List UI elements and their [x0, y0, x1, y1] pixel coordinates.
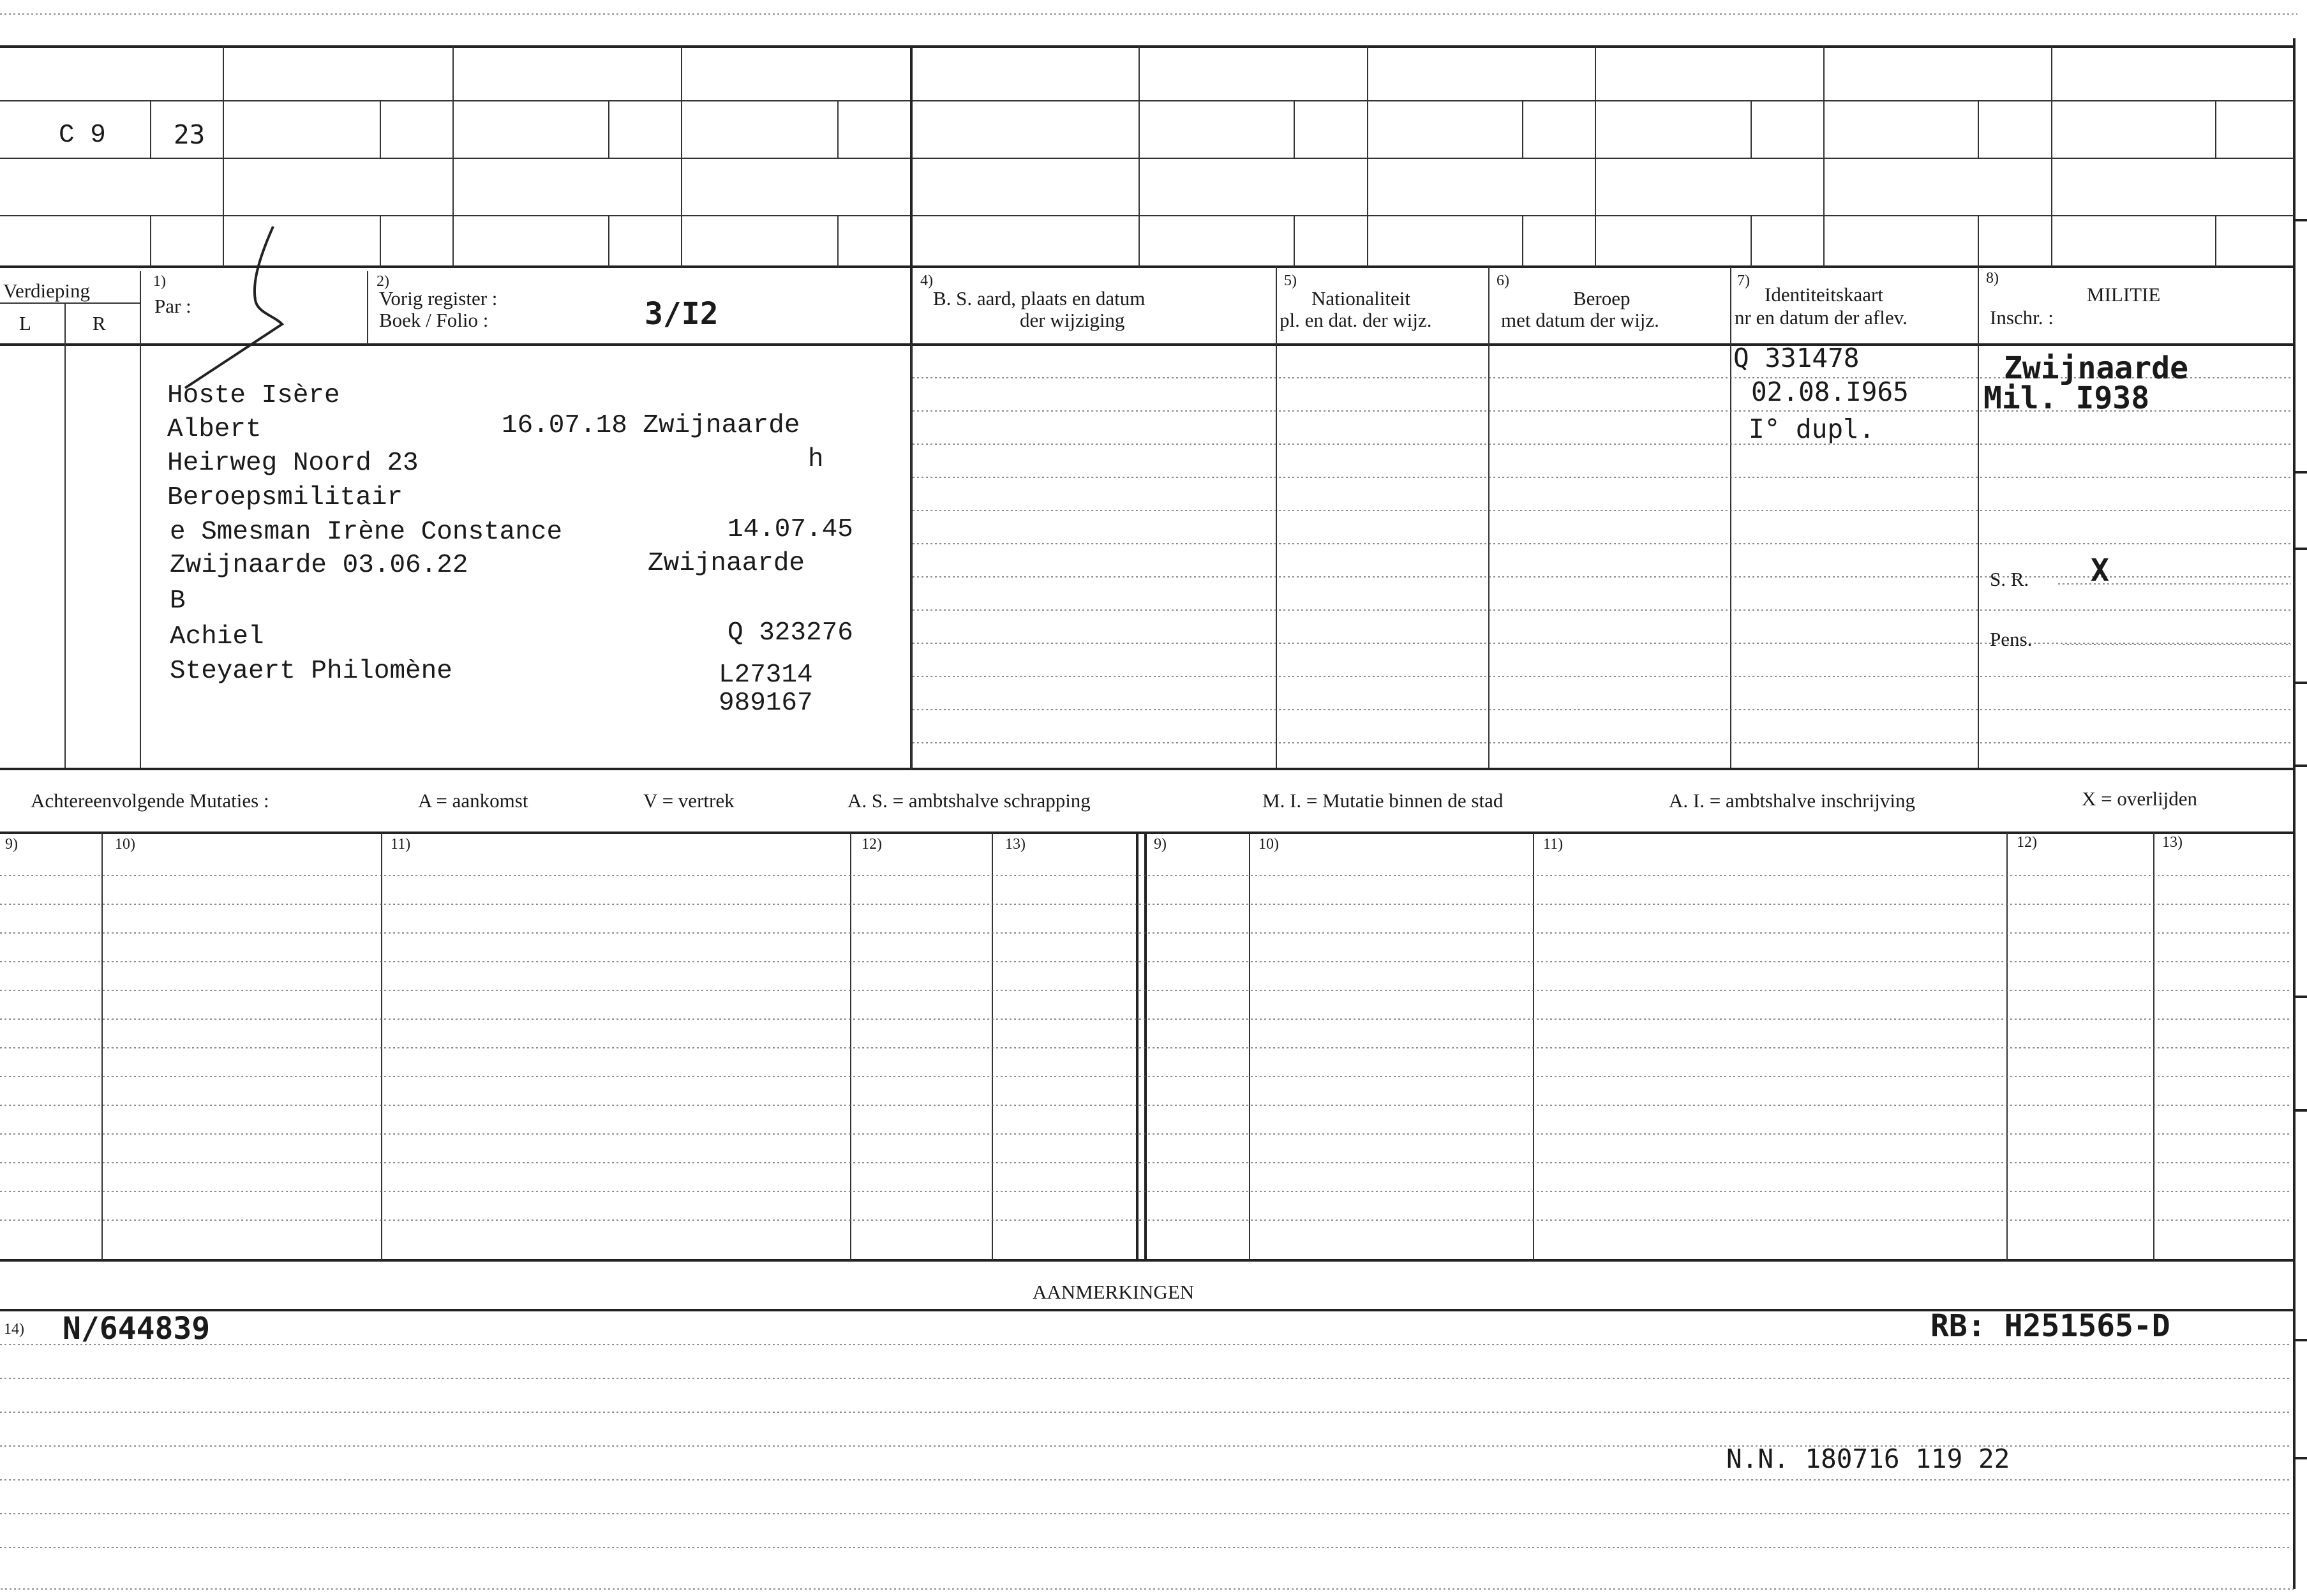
- legend-item-mi: M. I. = Mutatie binnen de stad: [1262, 789, 1504, 812]
- person-line-8: Achiel: [170, 622, 264, 652]
- mut-col-13-a: 13): [1005, 836, 1026, 853]
- identity-card-number: Q 331478: [1733, 343, 1860, 373]
- person-birth: 16.07.18 Zwijnaarde: [502, 411, 800, 440]
- legend-item-ai: A. I. = ambtshalve inschrijving: [1669, 789, 1915, 812]
- bs-label-line2: der wijziging: [1020, 309, 1125, 331]
- legend-item-x: X = overlijden: [2082, 787, 2198, 810]
- pens-label: Pens.: [1990, 628, 2033, 650]
- person-line-4: Beroepsmilitair: [167, 483, 403, 512]
- sr-label: S. R.: [1990, 568, 2029, 590]
- field-6-number: 6): [1497, 272, 1509, 289]
- national-number: N.N. 180716 119 22: [1726, 1443, 2010, 1474]
- mut-col-10-b: 10): [1258, 836, 1279, 853]
- reference-number-2: 989167: [719, 689, 813, 718]
- mut-col-12-b: 12): [2017, 834, 2037, 851]
- bs-label-line1: B. S. aard, plaats en datum: [933, 287, 1146, 310]
- person-line-6: Zwijnaarde 03.06.22: [170, 551, 468, 580]
- boek-folio-value: 3/I2: [645, 296, 719, 332]
- nationaliteit-label-line1: Nationaliteit: [1311, 287, 1410, 310]
- par-handwritten-mark: [185, 227, 282, 388]
- mut-col-13-b: 13): [2162, 834, 2183, 851]
- top-code-b: 23: [174, 119, 205, 150]
- mut-col-12-a: 12): [862, 836, 882, 853]
- col-l-label: L: [19, 312, 31, 334]
- field-5-number: 5): [1284, 272, 1297, 289]
- mut-col-11-a: 11): [391, 836, 411, 853]
- achiel-id: Q 323276: [728, 618, 853, 648]
- field-2-number: 2): [377, 273, 389, 290]
- par-label: Par :: [154, 295, 191, 317]
- legend-title: Achtereenvolgende Mutaties :: [31, 789, 269, 812]
- ruled-lines-columns-4-8: [913, 378, 2291, 743]
- mutation-legend: [31, 787, 2198, 812]
- legend-item-as: A. S. = ambtshalve schrapping: [847, 789, 1091, 812]
- aanmerkingen-right-value: RB: H251565-D: [1930, 1308, 2170, 1344]
- person-line-3: Heirweg Noord 23: [167, 449, 419, 478]
- aanmerkingen-title: AANMERKINGEN: [1033, 1281, 1195, 1303]
- top-code-a: C 9: [59, 121, 106, 150]
- col-r-label: R: [93, 312, 106, 334]
- militie-label: MILITIE: [2087, 283, 2161, 306]
- mut-col-11-b: 11): [1543, 836, 1564, 853]
- aanmerkingen-left-value: N/644839: [63, 1311, 211, 1346]
- top-grid: [0, 14, 2297, 1589]
- militie-year: Mil. I938: [1983, 380, 2150, 416]
- spouse-date: 14.07.45: [728, 515, 853, 544]
- person-line-9: Steyaert Philomène: [170, 657, 452, 686]
- person-line-5: e Smesman Irène Constance: [170, 518, 563, 547]
- reference-number-1: L27314: [719, 660, 813, 690]
- boek-folio-label: Boek / Folio :: [379, 309, 489, 331]
- inschr-label: Inschr. :: [1990, 306, 2054, 329]
- vorig-register-label: Vorig register :: [379, 287, 498, 310]
- beroep-label-line1: Beroep: [1573, 287, 1631, 310]
- verdieping-label: Verdieping: [3, 280, 91, 302]
- field-7-number: 7): [1737, 272, 1750, 289]
- sr-value: X: [2091, 553, 2109, 588]
- nationaliteit-label-line2: pl. en dat. der wijz.: [1280, 309, 1432, 331]
- mut-col-9-a: 9): [5, 836, 18, 853]
- beroep-label-line2: met datum der wijz.: [1501, 309, 1659, 331]
- person-line-7: B: [170, 586, 186, 616]
- identiteitskaart-label-line2: nr en datum der aflev.: [1735, 306, 1908, 329]
- mut-col-10-a: 10): [115, 836, 135, 853]
- field-1-number: 1): [153, 273, 166, 290]
- field-4-number: 4): [920, 272, 933, 289]
- identity-card-duplicate: I° dupl.: [1749, 414, 1875, 444]
- field-8-number: 8): [1986, 270, 1999, 287]
- right-edge-ticks: [2294, 220, 2307, 1458]
- identity-card-date: 02.08.I965: [1751, 377, 1909, 407]
- militie-place: Zwijnaarde: [2004, 350, 2188, 386]
- identiteitskaart-label-line1: Identiteitskaart: [1765, 283, 1883, 306]
- mut-col-9-b: 9): [1154, 836, 1167, 853]
- person-h: h: [808, 445, 824, 474]
- person-line-2: Albert: [167, 415, 262, 444]
- person-block: [167, 381, 853, 718]
- mutations-table: [0, 833, 2294, 1260]
- legend-item-v: V = vertrek: [643, 789, 735, 812]
- spouse-place: Zwijnaarde: [648, 549, 805, 578]
- legend-item-a: A = aankomst: [418, 789, 528, 812]
- person-line-1: Hoste Isère: [167, 381, 340, 410]
- field-14-number: 14): [4, 1321, 24, 1338]
